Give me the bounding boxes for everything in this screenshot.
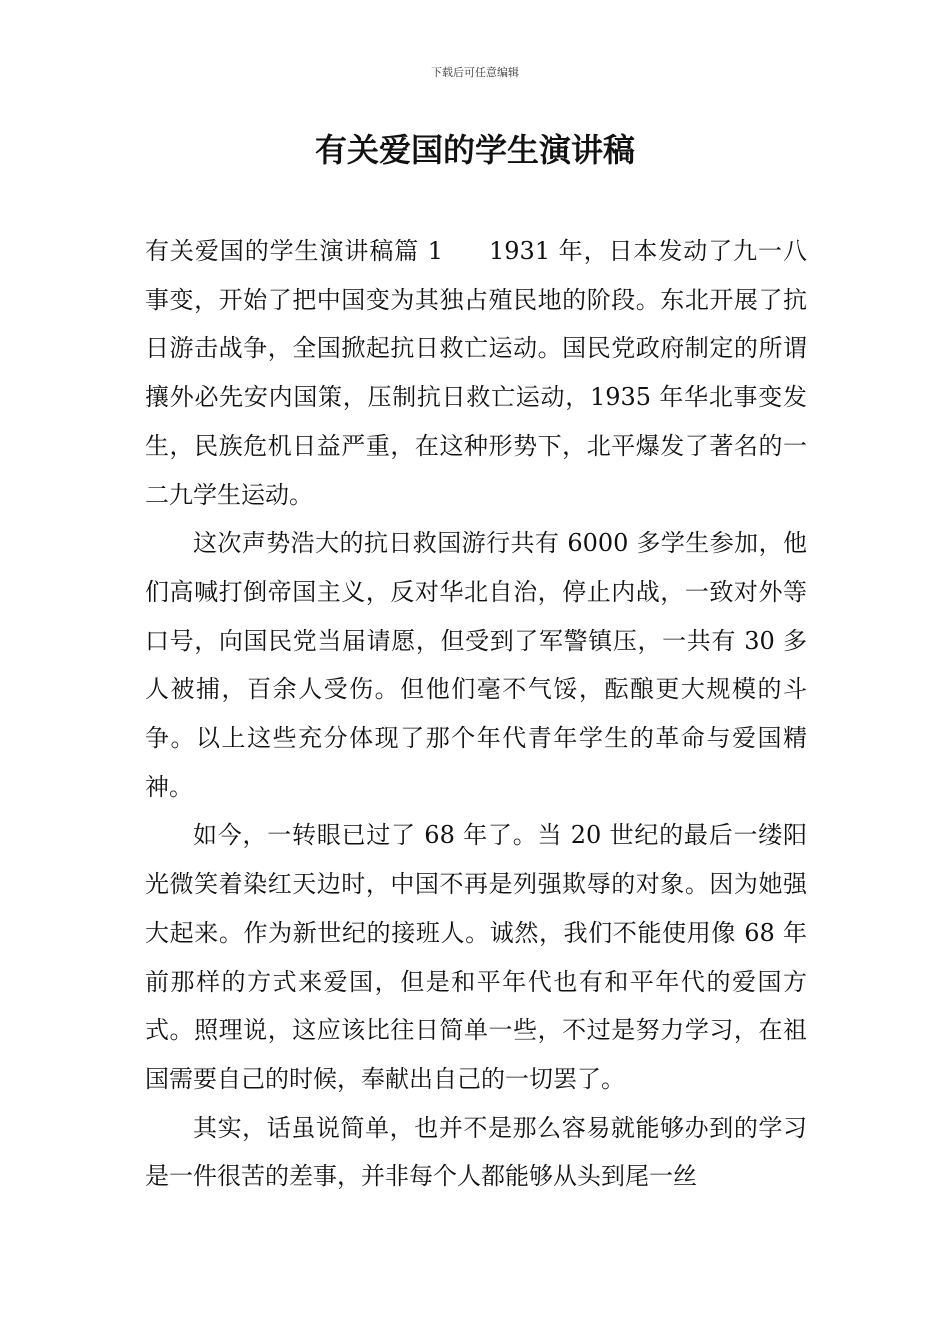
paragraph-1-text: 1931 年，日本发动了九一八事变，开始了把中国变为其独占殖民地的阶段。东北开展了抗日游击战争，全国掀起抗日救亡运动。国民党政府制定的所谓攘外必先安内国策，压制抗日救亡运动，1935 年华北事变发生，民族危机日益严重，在这种形势下，北平爆发了著名的一二九学生运动。 [145, 237, 807, 509]
paragraph-4: 其实，话虽说简单，也并不是那么容易就能够办到的学习是一件很苦的差事，并非每个人都能够从头到尾一丝 [145, 1113, 807, 1191]
section-label: 有关爱国的学生演讲稿篇 1 [145, 237, 444, 265]
paragraph-3: 如今，一转眼已过了 68 年了。当 20 世纪的最后一缕阳光微笑着染红天边时，中国不再是列强欺辱的对象。因为她强大起来。作为新世纪的接班人。诚然，我们不能使用像 68 年前那样的方式来爱国，但是和平年代也有和平年代的爱国方式。照理说，这应该比往日简单一些，不过是努力学习，在祖国需要自己的时候，奉献出自己的一切罢了。 [145, 821, 807, 1093]
document-body [145, 227, 807, 1201]
paragraph-1 [145, 227, 807, 519]
document-title: 有关爱国的学生演讲稿 [314, 131, 635, 169]
paragraph-2: 这次声势浩大的抗日救国游行共有 6000 多学生参加，他们高喊打倒帝国主义，反对华北自治，停止内战，一致对外等口号，向国民党当届请愿，但受到了军警镇压，一共有 30 多人被捕，百余人受伤。但他们毫不气馁，酝酿更大规模的斗争。以上这些充分体现了那个年代青年学生的革命与爱国精神。 [145, 529, 807, 801]
page-header-note: 下载后可任意编辑 [431, 66, 519, 79]
